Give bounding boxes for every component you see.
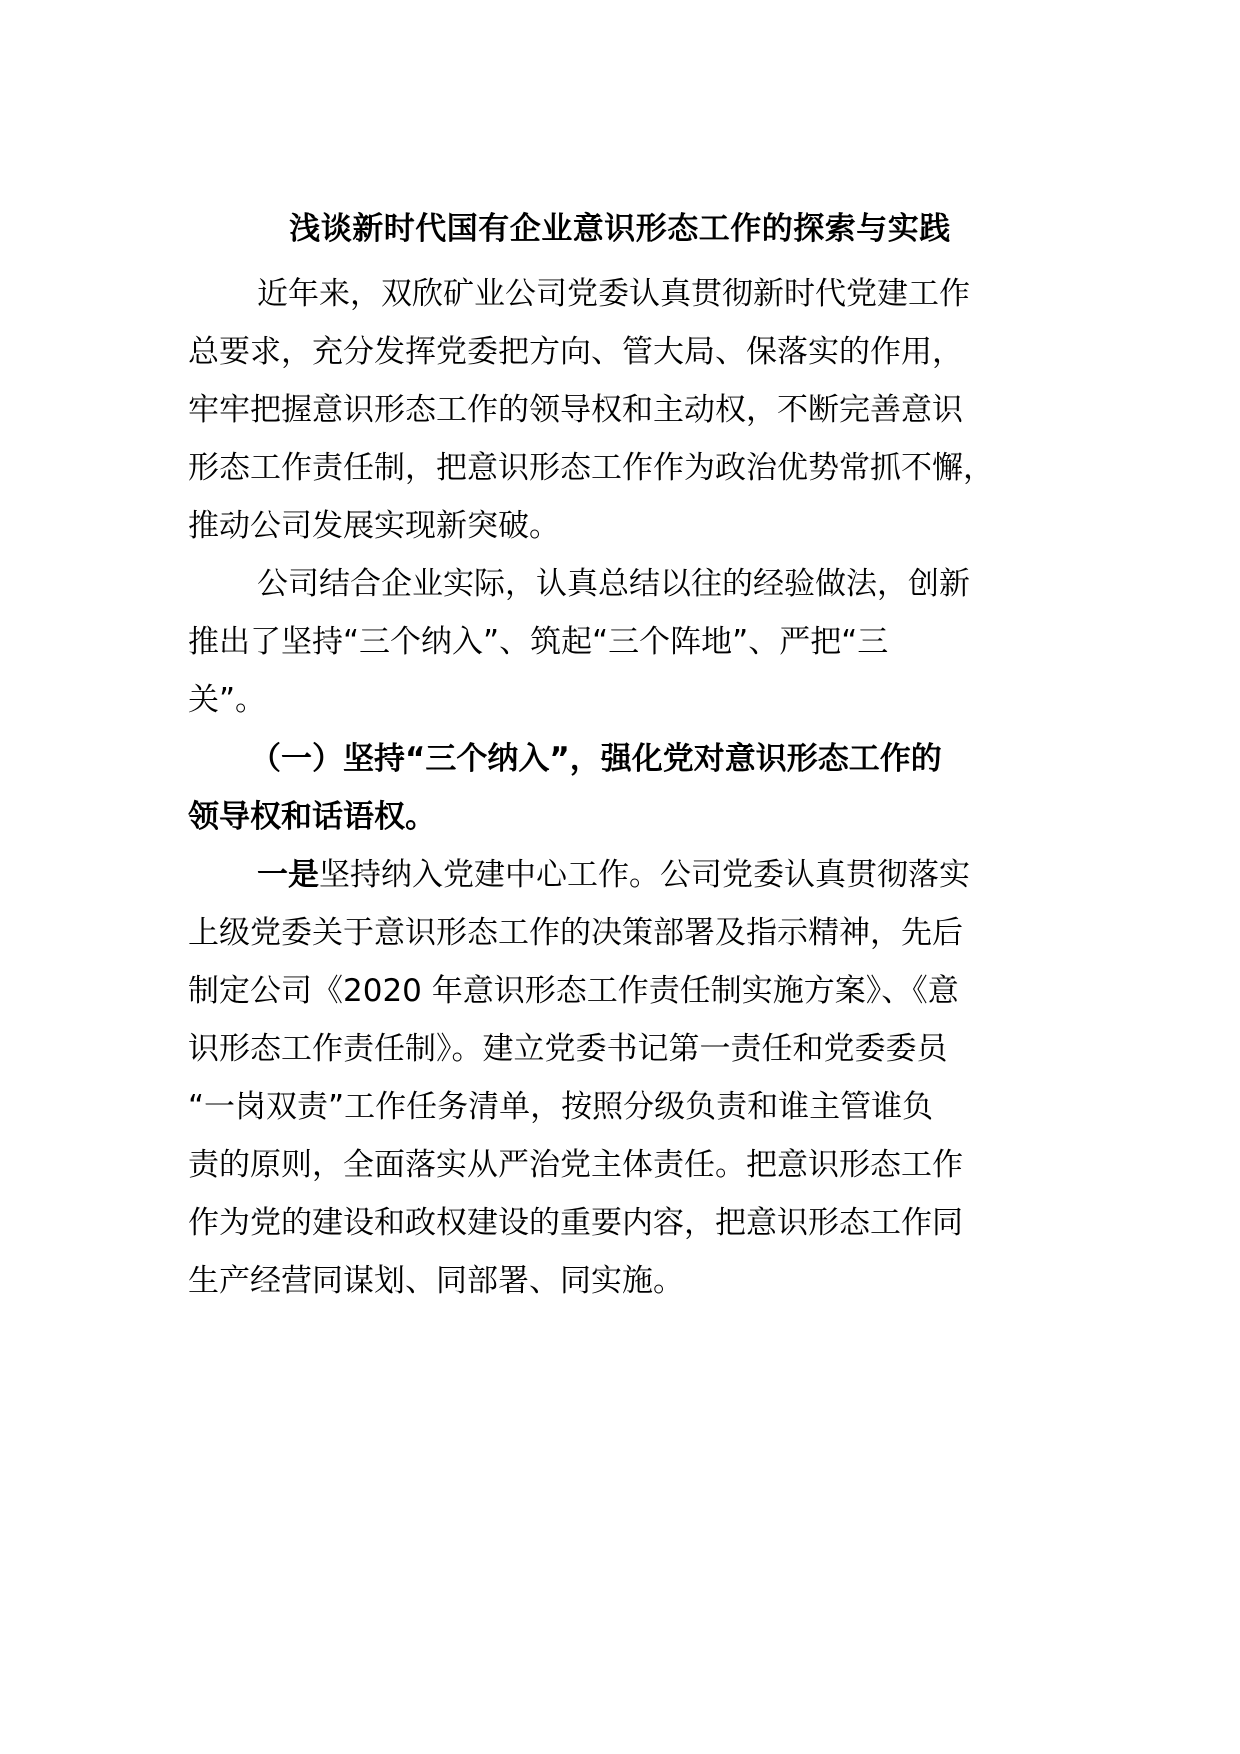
paragraph-line: 形态工作责任制，把意识形态工作作为政治优势常抓不懈，	[188, 450, 994, 486]
paragraph-line: 总要求，充分发挥党委把方向、管大局、保落实的作用，	[188, 334, 963, 370]
paragraph-line: 制定公司《2020 年意识形态工作责任制实施方案》、《意	[188, 973, 959, 1009]
section-heading: （一）坚持“三个纳入”，强化党对意识形态工作的	[250, 741, 942, 777]
document-title: 浅谈新时代国有企业意识形态工作的探索与实践	[289, 211, 951, 247]
lead-label: 一是	[257, 857, 319, 893]
paragraph-line: 牢牢把握意识形态工作的领导权和主动权，不断完善意识	[188, 392, 963, 428]
section-heading: 领导权和话语权。	[188, 799, 436, 835]
paragraph-line: 近年来，双欣矿业公司党委认真贯彻新时代党建工作	[257, 276, 970, 312]
paragraph-line: 推出了坚持“三个纳入”、筑起“三个阵地”、严把“三	[188, 624, 889, 660]
paragraph-line: 公司结合企业实际，认真总结以往的经验做法，创新	[257, 566, 970, 602]
paragraph-line: 识形态工作责任制》。建立党委书记第一责任和党委委员	[188, 1031, 948, 1067]
paragraph-line: 作为党的建设和政权建设的重要内容，把意识形态工作同	[188, 1205, 963, 1241]
paragraph-text: 坚持纳入党建中心工作。公司党委认真贯彻落实	[319, 857, 970, 893]
paragraph-line: 关”。	[188, 682, 267, 718]
paragraph-line: 推动公司发展实现新突破。	[188, 508, 560, 544]
paragraph-line: 责的原则，全面落实从严治党主体责任。把意识形态工作	[188, 1147, 963, 1183]
paragraph-line: 上级党委关于意识形态工作的决策部署及指示精神，先后	[188, 915, 963, 951]
paragraph-line: “一岗双责”工作任务清单，按照分级负责和谁主管谁负	[188, 1089, 934, 1125]
paragraph-line	[257, 853, 970, 897]
paragraph-line: 生产经营同谋划、同部署、同实施。	[188, 1263, 684, 1299]
